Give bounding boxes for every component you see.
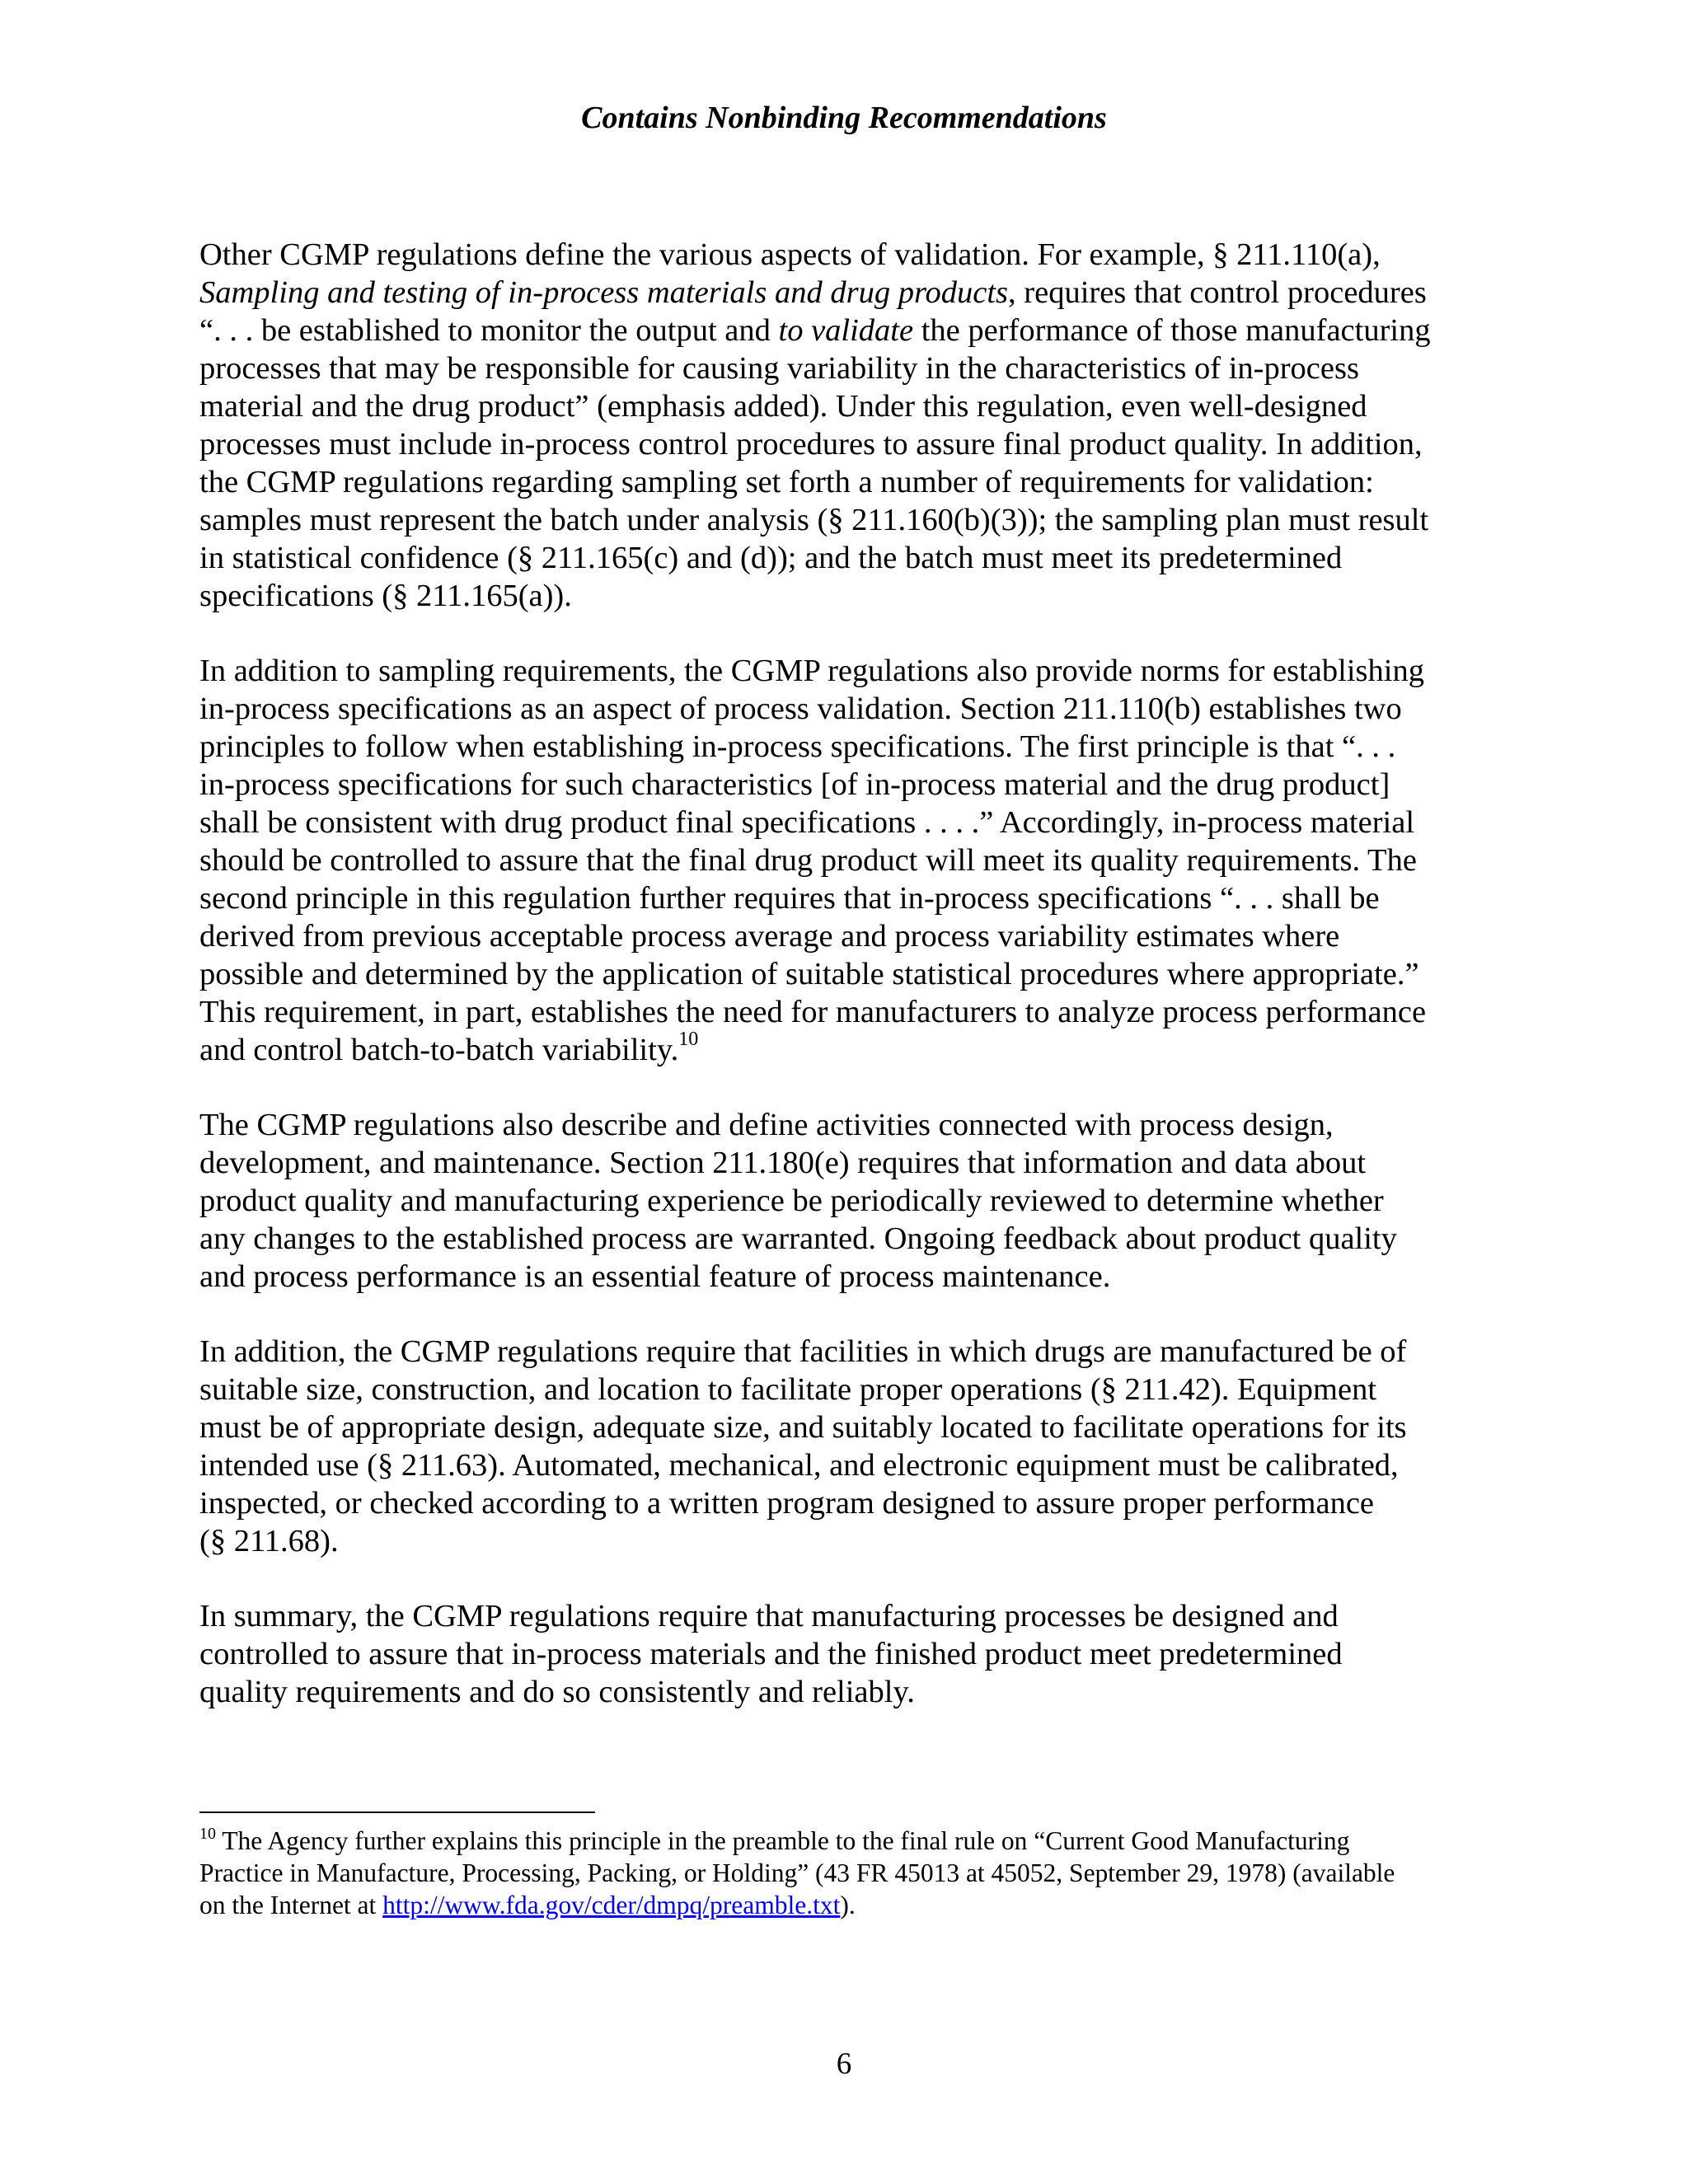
text-line: processes that may be responsible for causing variability in the characteristics of in-process xyxy=(199,351,1359,386)
text-line: In addition, the CGMP regulations require that facilities in which drugs are manufactured be of xyxy=(199,1334,1407,1369)
footnote xyxy=(199,1825,1518,1921)
footnote-text: ). xyxy=(840,1891,856,1919)
text-line: must be of appropriate design, adequate size, and suitably located to facilitate operations for its xyxy=(199,1410,1407,1445)
text-line: inspected, or checked according to a written program designed to assure proper performance xyxy=(199,1486,1374,1521)
text-line: suitable size, construction, and location to facilitate proper operations (§ 211.42). Equipment xyxy=(199,1372,1377,1407)
page-header: Contains Nonbinding Recommendations xyxy=(581,101,1107,135)
page-number: 6 xyxy=(836,2047,852,2081)
footnote-divider xyxy=(199,1811,595,1813)
footnote-number: 10 xyxy=(199,1825,216,1843)
text-line: Sampling and testing of in-process materials and drug products, requires that control procedures xyxy=(199,275,1427,310)
text-line: (§ 211.68). xyxy=(199,1524,339,1558)
footnote-text: on the Internet at xyxy=(199,1891,383,1919)
text-line: in-process specifications as an aspect of process validation. Section 211.110(b) establishes two xyxy=(199,691,1402,726)
text-line: principles to follow when establishing in-process specifications. The first principle is that “. . . xyxy=(199,729,1396,764)
text-line: intended use (§ 211.63). Automated, mechanical, and electronic equipment must be calibrated, xyxy=(199,1448,1399,1483)
text-line: Other CGMP regulations define the various aspects of validation. For example, § 211.110(a), xyxy=(199,237,1381,272)
text-line: material and the drug product” (emphasis added). Under this regulation, even well-designed xyxy=(199,389,1367,424)
text-line: in statistical confidence (§ 211.165(c) and (d)); and the batch must meet its predetermined xyxy=(199,541,1343,575)
footnote-line xyxy=(199,1825,1518,1857)
text-line: possible and determined by the application of suitable statistical procedures where appropriate.” xyxy=(199,957,1419,991)
text-line: in-process specifications for such characteristics [of in-process material and the drug product] xyxy=(199,767,1390,802)
text-line: The CGMP regulations also describe and define activities connected with process design, xyxy=(199,1108,1334,1142)
text-line: processes must include in-process control procedures to assure final product quality. In addition, xyxy=(199,427,1423,462)
text-line: quality requirements and do so consistently and reliably. xyxy=(199,1675,915,1709)
text-line: the CGMP regulations regarding sampling set forth a number of requirements for validation: xyxy=(199,465,1374,499)
footnote-line: Practice in Manufacture, Processing, Packing, or Holding” (43 FR 45013 at 45052, September 29, 1978) (available xyxy=(199,1858,1395,1887)
text-line: “. . . be established to monitor the output and to validate the performance of those manufacturing xyxy=(199,313,1431,348)
text-line-with-footnote xyxy=(199,1031,1502,1069)
text-line: In addition to sampling requirements, the CGMP regulations also provide norms for establishing xyxy=(199,654,1424,688)
text-line: should be controlled to assure that the final drug product will meet its quality requirements. The xyxy=(199,843,1417,878)
body-text xyxy=(199,236,1502,1748)
paragraph-in-process-specifications xyxy=(199,652,1502,1069)
emphasized-text: Sampling and testing of in-process materials and drug products xyxy=(199,275,1009,310)
text-line: specifications (§ 211.165(a)). xyxy=(199,579,572,613)
paragraph-facilities-equipment xyxy=(199,1333,1502,1560)
text-line: In summary, the CGMP regulations require that manufacturing processes be designed and xyxy=(199,1599,1339,1633)
text-line: derived from previous acceptable process average and process variability estimates where xyxy=(199,919,1340,954)
emphasized-text: to validate xyxy=(778,313,914,348)
text-line: any changes to the established process are warranted. Ongoing feedback about product quality xyxy=(199,1221,1397,1256)
paragraph-process-design xyxy=(199,1106,1502,1296)
text-line: development, and maintenance. Section 211.180(e) requires that information and data about xyxy=(199,1146,1367,1180)
footnote-text: The Agency further explains this principle in the preamble to the final rule on “Current Good Manufacturing xyxy=(216,1826,1350,1855)
text-line: shall be consistent with drug product final specifications . . . .” Accordingly, in-process material xyxy=(199,805,1415,840)
footnote-line xyxy=(199,1889,1518,1921)
preamble-link[interactable]: http://www.fda.gov/cder/dmpq/preamble.txt xyxy=(382,1891,841,1919)
footnote-reference[interactable]: 10 xyxy=(678,1029,699,1050)
text-line: second principle in this regulation further requires that in-process specifications “. . . shall be xyxy=(199,881,1380,916)
text-line: This requirement, in part, establishes the need for manufacturers to analyze process performance xyxy=(199,995,1427,1029)
text-line: controlled to assure that in-process materials and the finished product meet predetermined xyxy=(199,1637,1343,1671)
text-line: and control batch-to-batch variability. xyxy=(199,1033,679,1067)
text-line: product quality and manufacturing experience be periodically reviewed to determine whether xyxy=(199,1183,1384,1218)
text-line: and process performance is an essential feature of process maintenance. xyxy=(199,1259,1111,1294)
paragraph-summary xyxy=(199,1597,1502,1711)
text-line: samples must represent the batch under analysis (§ 211.160(b)(3)); the sampling plan must result xyxy=(199,503,1429,537)
paragraph-validation-aspects xyxy=(199,236,1502,615)
